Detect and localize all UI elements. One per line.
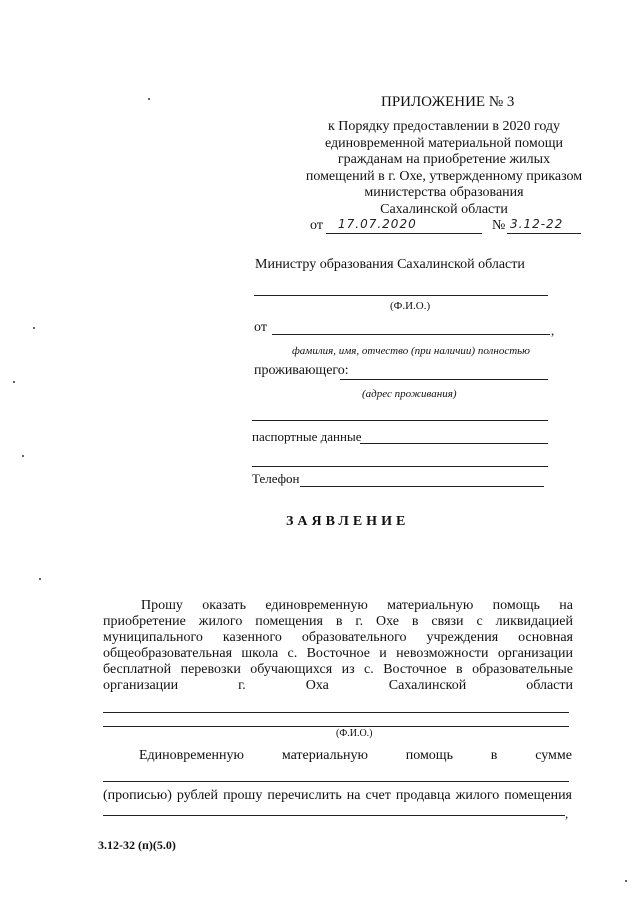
date-underline	[326, 233, 482, 234]
paragraph-line: бесплатной перевозки обучающихся из с. Восточное в образовательные	[103, 662, 573, 677]
phone-label: Телефон	[252, 471, 300, 486]
scan-dot	[625, 880, 627, 882]
from-line	[272, 334, 550, 335]
transfer-line: (прописью) рублей прошу перечислить на счет продавца жилого помещения	[103, 788, 572, 803]
appendix-line: единовременной материальной помощи	[325, 135, 563, 151]
statement-paragraph	[103, 598, 573, 694]
from-comma: ,	[551, 323, 555, 338]
appendix-text	[298, 119, 590, 218]
fio-caption: (Ф.И.О.)	[390, 300, 431, 312]
number-value: 3.12-22	[510, 217, 564, 231]
paragraph-line: Прошу оказать единовременную материальную помощь на	[141, 598, 573, 613]
fio-line	[254, 295, 548, 296]
scan-dot	[13, 381, 15, 383]
scan-dot	[22, 455, 24, 457]
phone-line	[300, 486, 544, 487]
sum-line: Единовременную материальную помощь в сумме	[139, 748, 572, 763]
appendix-line: гражданам на приобретение жилых	[337, 152, 551, 167]
residing-label: проживающего:	[254, 363, 349, 378]
paragraph-line: приобретение жилого помещения в г. Охе в связи с ликвидацией	[103, 614, 573, 629]
statement-line-1	[103, 712, 569, 713]
date-label: от	[310, 218, 323, 233]
footer-code: 3.12-32 (п)(5.0)	[98, 838, 176, 852]
paragraph-line: муниципального казенного образовательного учреждения основная	[103, 630, 573, 645]
address-line	[252, 420, 548, 421]
appendix-line: помещений в г. Охе, утвержденному приказом	[305, 168, 583, 184]
appendix-line: министерства образования	[364, 185, 524, 200]
statement-fio-caption: (Ф.И.О.)	[336, 728, 373, 739]
paragraph-line: организации г. Оха Сахалинской области	[103, 678, 573, 693]
scan-dot	[39, 578, 41, 580]
scan-dot	[148, 98, 150, 100]
from-label: от	[254, 320, 267, 335]
transfer-comma: ,	[565, 806, 569, 821]
passport-label: паспортные данные	[252, 429, 362, 444]
appendix-line: Сахалинской области	[380, 201, 508, 217]
appendix-title: ПРИЛОЖЕНИЕ № 3	[381, 94, 515, 110]
sum-underline	[103, 781, 569, 782]
residing-line	[340, 379, 548, 380]
from-caption: фамилия, имя, отчество (при наличии) полностью	[292, 345, 530, 357]
addressee: Министру образования Сахалинской области	[255, 257, 525, 272]
address-caption: (адрес проживания)	[362, 388, 457, 400]
scan-dot	[33, 327, 35, 329]
transfer-underline	[103, 815, 565, 816]
number-label: №	[492, 218, 506, 233]
date-value: 17.07.2020	[338, 217, 417, 231]
passport-line	[360, 443, 548, 444]
appendix-line: к Порядку предоставлении в 2020 году	[327, 119, 561, 134]
statement-title: ЗАЯВЛЕНИЕ	[286, 514, 410, 529]
number-underline	[507, 233, 581, 234]
passport-line-2	[252, 466, 548, 467]
paragraph-line: общеобразовательная школа с. Восточное и невозможности организации	[103, 646, 573, 661]
statement-line-2	[103, 726, 569, 727]
